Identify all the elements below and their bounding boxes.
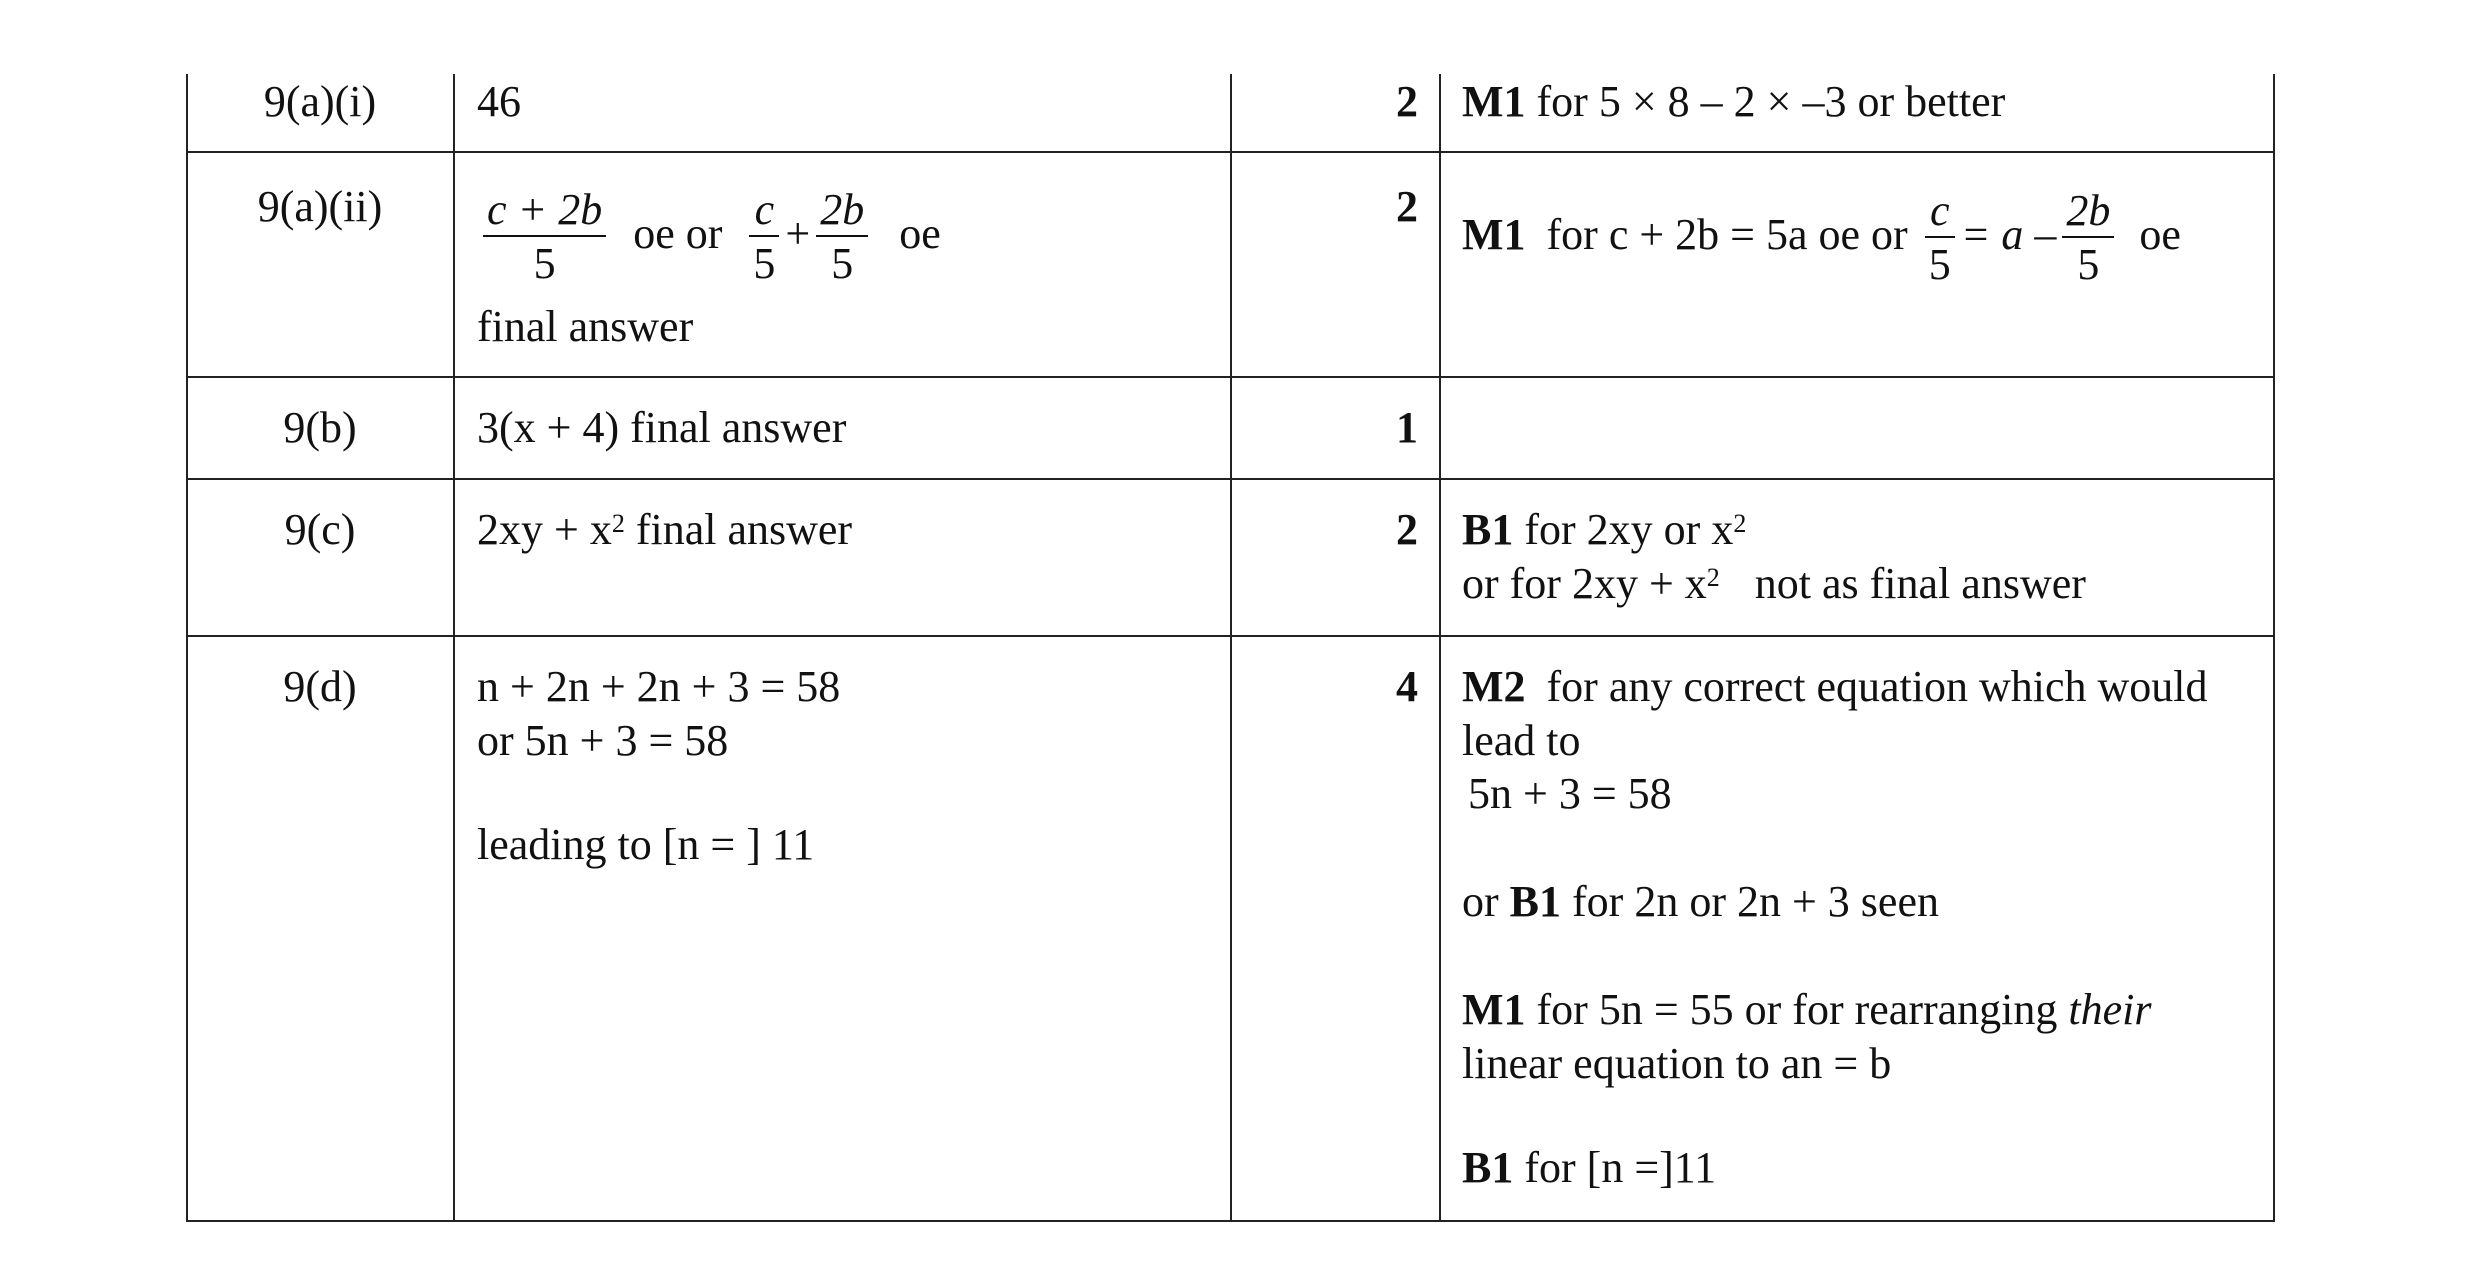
note-body: or [1462,877,1499,926]
fraction-denominator: 5 [2062,236,2114,292]
mark-value: 2 [1396,505,1418,554]
row-divider [186,376,2275,378]
notes-text [1462,75,2005,129]
notes-text [1462,1141,1716,1195]
note-body: or for 2xy + x [1462,559,1707,608]
mark-code: M1 [1462,985,1526,1034]
notes-text: 5n + 3 = 58 [1468,769,1672,818]
table-border-left [186,74,188,1220]
mark-value: 4 [1396,662,1418,711]
question-number: 9(d) [283,662,357,711]
fraction-numerator: 2b [2066,186,2111,235]
answer-text: 46 [477,77,521,126]
fraction-denominator: 5 [483,235,606,291]
notes-text [1462,983,2152,1037]
mark-code: M1 [1462,210,1526,260]
fraction-numerator: 2b [820,185,865,234]
notes-text: linear equation to an = b [1462,1039,1892,1088]
fraction-numerator: c + 2b [487,185,603,234]
note-body: for any correct equation which would [1546,662,2208,711]
question-number: 9(c) [284,505,356,554]
connector-text: oe or [633,209,723,259]
mark-value: 1 [1396,403,1418,452]
notes-text: lead to [1462,716,1581,765]
question-number: 9(a)(i) [263,77,377,126]
answer-line: leading to [n = ] 11 [477,820,815,869]
mark-value: 2 [1396,77,1418,126]
table-divider-answer [453,74,455,1220]
note-body: for [n =]11 [1524,1143,1717,1192]
table-divider-mark [1230,74,1232,1220]
fraction-denominator: 5 [1925,236,1955,292]
mark-code: B1 [1462,1143,1514,1192]
answer-text: 3(x + 4) final answer [477,403,847,452]
notes-text [1462,503,1746,557]
expression: 2xy + x [477,505,612,554]
table-border-bottom [186,1220,2275,1222]
mark-code: B1 [1462,505,1514,554]
note-body: for 2n or 2n + 3 seen [1572,877,1939,926]
exponent: 2 [1733,509,1747,538]
table-border-right [2273,74,2275,1220]
notes-text [1462,875,1939,929]
answer-text: final answer [477,302,694,351]
row-divider [186,478,2275,480]
notes-text [1462,557,2086,611]
fraction [483,185,606,291]
exponent: 2 [1706,563,1720,592]
fraction-denominator: 5 [749,235,779,291]
fraction [2062,186,2114,292]
row-divider [186,635,2275,637]
exponent: 2 [611,509,625,538]
note-body: for 5n = 55 or for rearranging [1536,985,2058,1034]
answer-suffix: final answer [624,505,853,554]
connector-text: oe [2139,210,2181,260]
answer-text [477,503,852,557]
fraction-denominator: 5 [816,235,868,291]
fraction [1925,186,1955,292]
note-body: for c + 2b = 5a oe or [1546,210,1908,260]
fraction [816,185,868,291]
answer-line: or 5n + 3 = 58 [477,716,729,765]
fraction-numerator: c [1929,186,1950,235]
connector-text: oe [899,209,941,259]
note-body: for 5 × 8 – 2 × –3 or better [1536,77,2006,126]
note-body: for 2xy or x [1524,505,1734,554]
mark-value: 2 [1396,182,1418,231]
mark-code: M2 [1462,662,1526,711]
question-number: 9(b) [283,403,357,452]
row-divider [186,151,2275,153]
note-body: not as final answer [1754,559,2086,608]
notes-text [1462,186,2181,292]
answer-line: n + 2n + 2n + 3 = 58 [477,662,841,711]
mark-code: B1 [1509,877,1562,926]
mark-code: M1 [1462,77,1526,126]
table-divider-notes [1439,74,1441,1220]
equation-text: = a – [1960,210,2057,260]
answer-expression [477,185,941,291]
fraction [749,185,779,291]
question-number: 9(a)(ii) [257,182,383,231]
notes-text [1462,660,2208,714]
fraction-numerator: c [754,185,775,234]
plus-sign: + [785,209,811,259]
note-emphasis: their [2068,985,2152,1034]
